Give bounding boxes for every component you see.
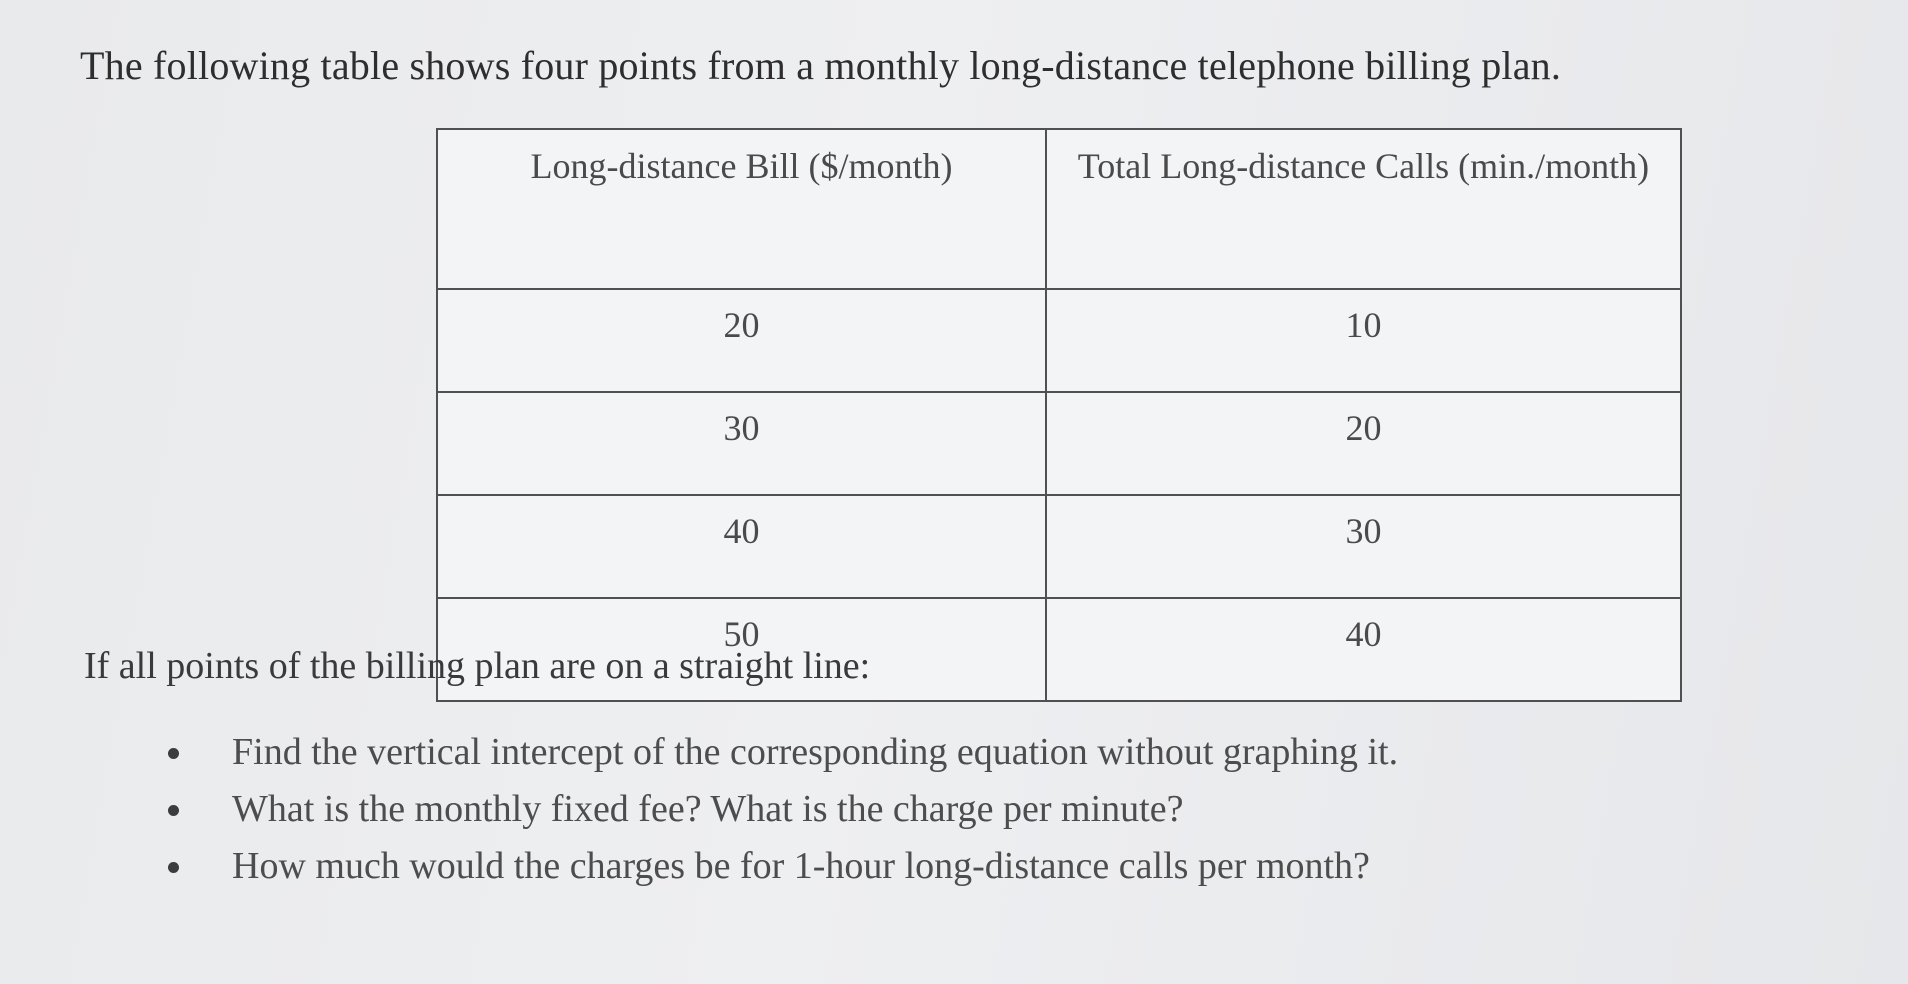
bullet-icon [168,862,179,873]
bullet-icon [168,748,179,759]
cell-calls: 10 [1046,289,1681,392]
billing-table [436,128,1682,702]
cell-bill: 40 [437,495,1046,598]
header-calls: Total Long-distance Calls (min./month) [1046,129,1681,289]
table-row [437,289,1681,392]
question-list [150,730,1398,901]
table-row [437,495,1681,598]
table-row [437,392,1681,495]
condition-text: If all points of the billing plan are on a straight line: [84,645,871,687]
cell-calls: 20 [1046,392,1681,495]
table-header-row [437,129,1681,289]
cell-calls: 30 [1046,495,1681,598]
question-text: Find the vertical intercept of the corresponding equation without graphing it. [232,731,1399,773]
cell-bill: 50 [437,598,1046,701]
header-bill: Long-distance Bill ($/month) [437,129,1046,289]
list-item [150,730,1398,787]
cell-bill: 30 [437,392,1046,495]
question-text: What is the monthly fixed fee? What is the charge per minute? [232,788,1184,830]
list-item [150,787,1398,844]
intro-text: The following table shows four points from a monthly long-distance telephone billing plan. [80,43,1562,88]
list-item [150,844,1398,901]
cell-bill: 20 [437,289,1046,392]
cell-calls: 40 [1046,598,1681,701]
question-text: How much would the charges be for 1-hour long-distance calls per month? [232,845,1370,887]
bullet-icon [168,805,179,816]
